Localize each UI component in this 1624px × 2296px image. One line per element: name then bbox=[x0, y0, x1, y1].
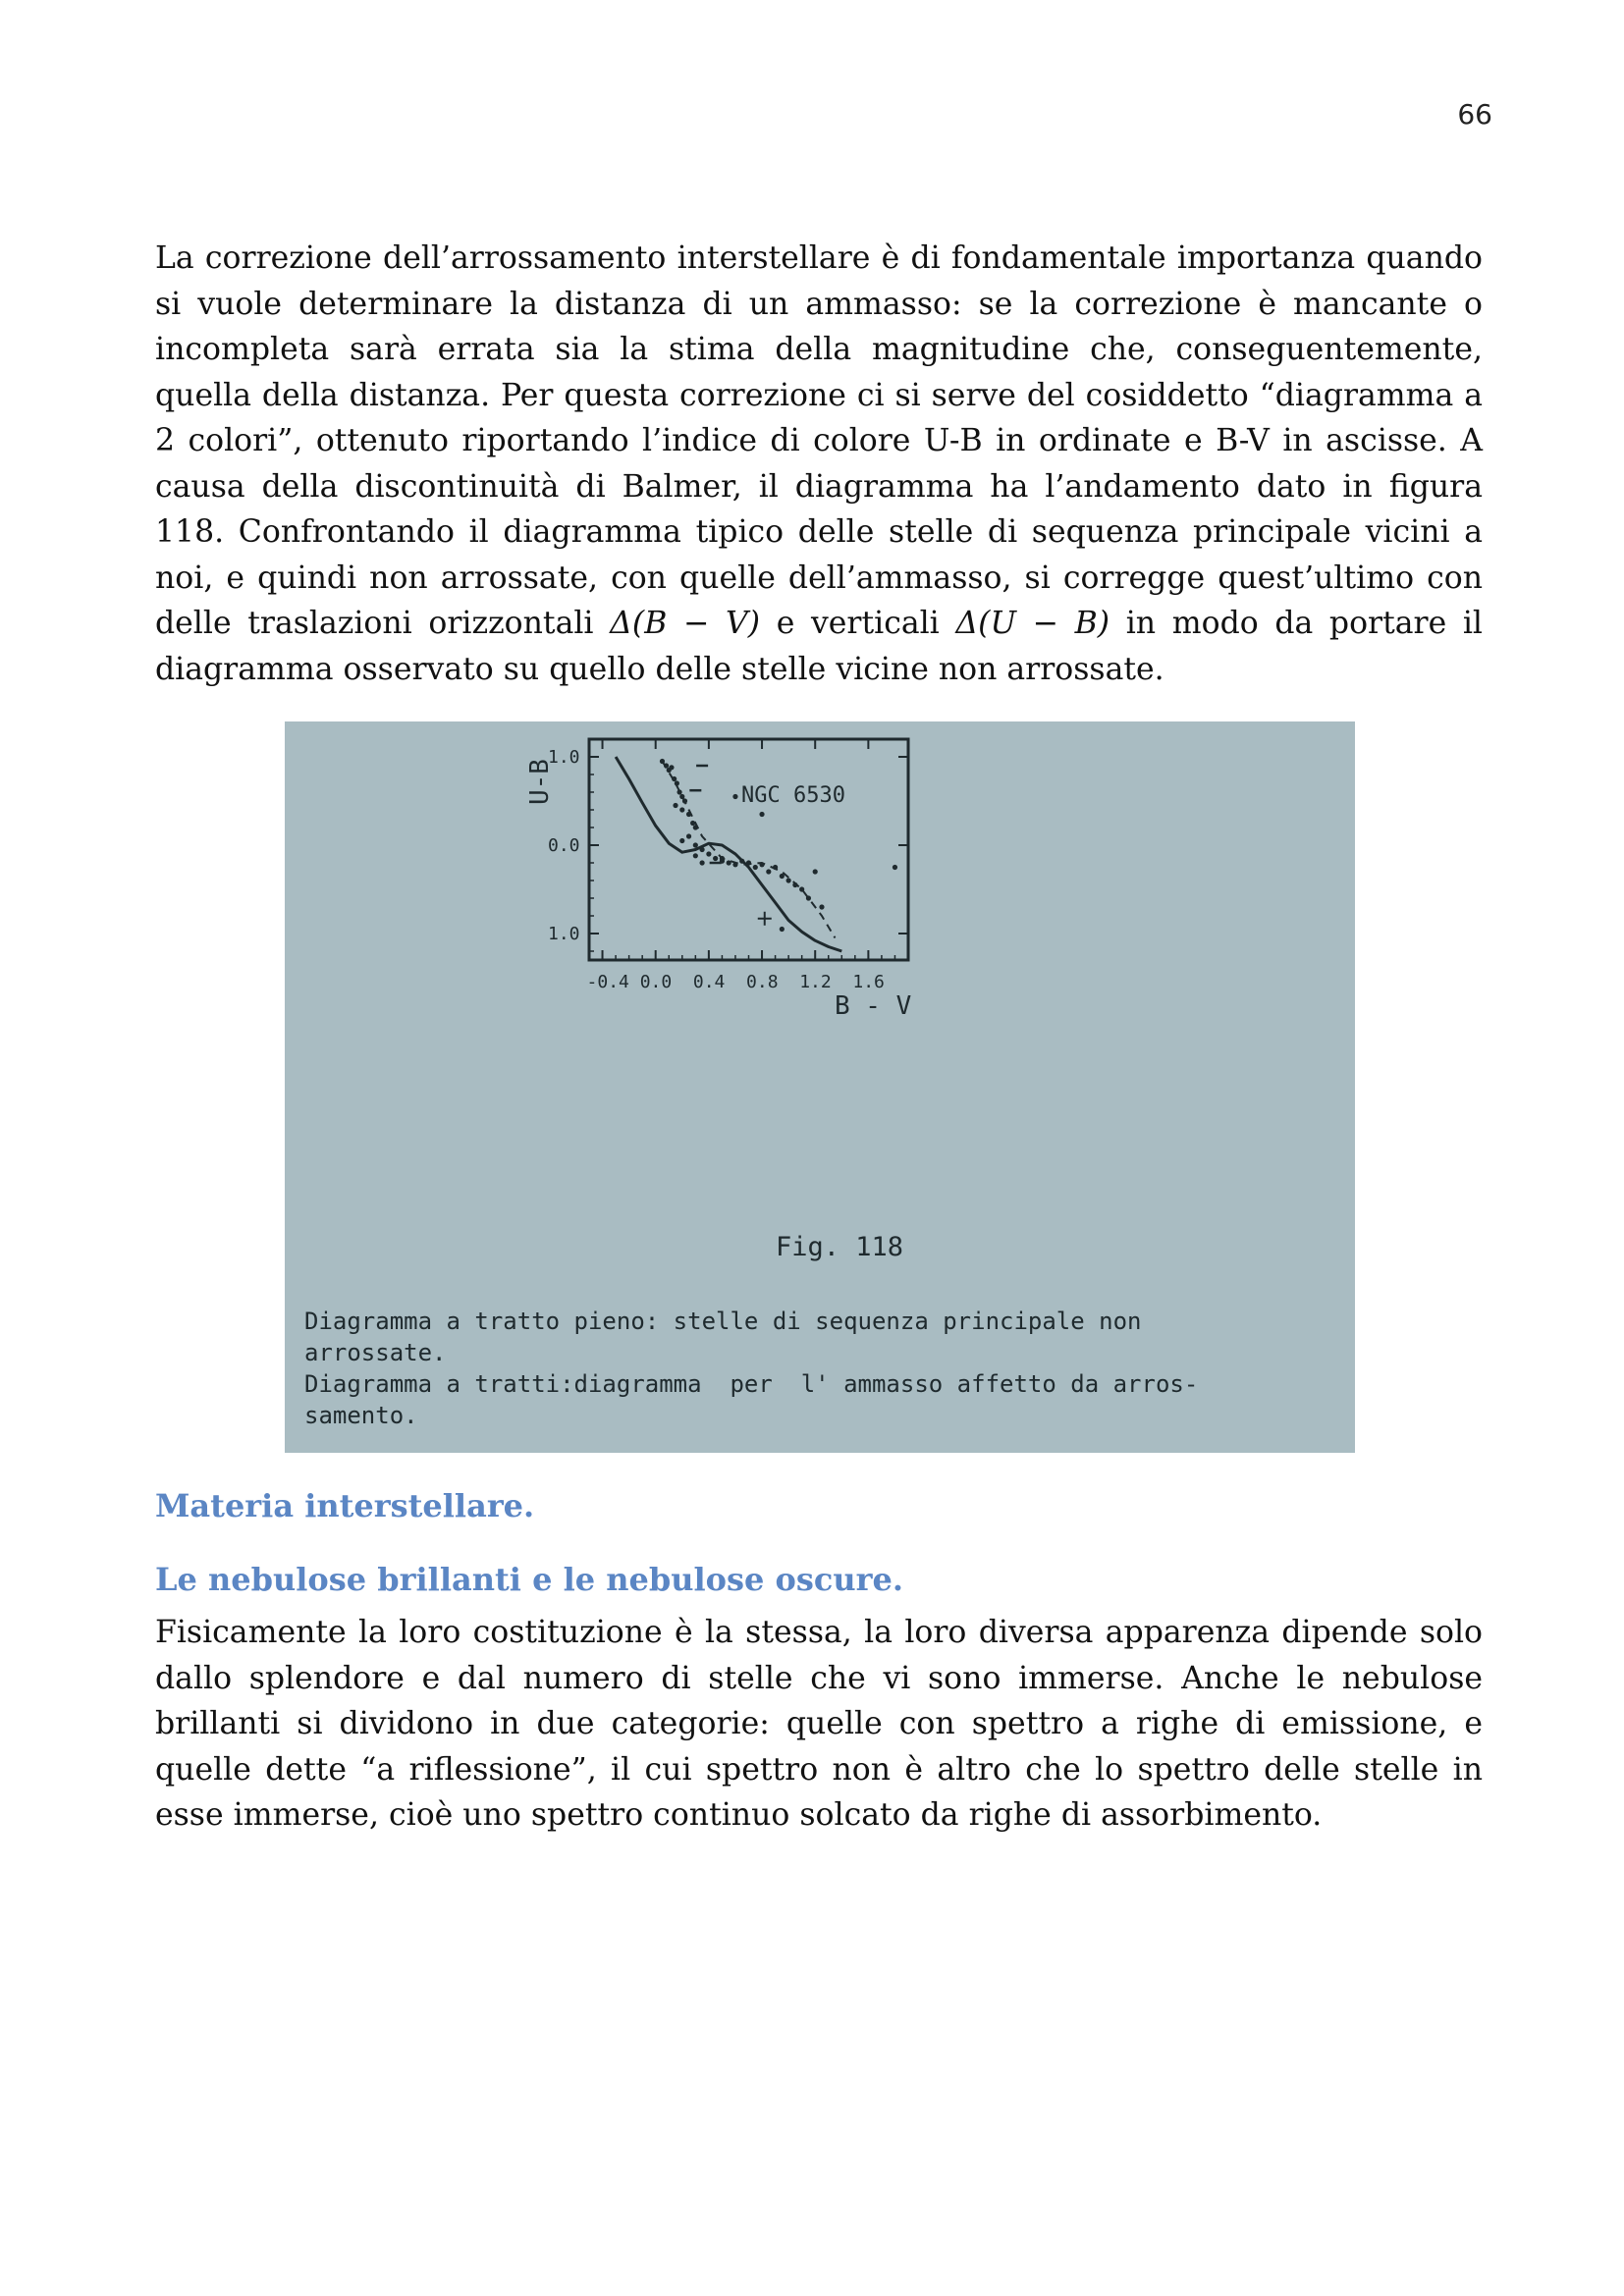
x-tick-label: 0.0 bbox=[639, 972, 673, 992]
paragraph1-part1: La correzione dell’arrossamento interstellare è di fondamentale importanza quando si vuole determinare la distanza di un ammasso: se la correzione è mancante o incompleta sarà errata sia la stima della magnitudine che, conseguentemente, quella della distanza. Per questa correzione ci si serve del cosiddetto “diagramma a 2 colori”, ottenuto riportando l’indice di colore U-B in ordinate e B-V in ascisse. A causa della discontinuità di Balmer, il diagramma ha l’andamento dato in figura 118. Confrontando il diagramma tipico delle stelle di sequenza principale vicini a noi, e quindi non arrossate, con quelle dell’ammasso, si corregge quest’ultimo con delle traslazioni orizzontali bbox=[155, 240, 1483, 641]
heading-materia-interstellare: Materia interstellare. bbox=[155, 1487, 535, 1524]
star-point bbox=[700, 847, 705, 852]
star-point bbox=[773, 865, 778, 870]
star-point bbox=[713, 856, 718, 861]
star-point bbox=[693, 825, 698, 829]
y-tick-label: 1.0 bbox=[548, 924, 580, 944]
star-point bbox=[664, 763, 669, 768]
star-point bbox=[780, 874, 785, 879]
cross-marker bbox=[758, 912, 772, 926]
star-point bbox=[732, 862, 737, 867]
star-point bbox=[819, 904, 824, 909]
star-point bbox=[799, 886, 804, 891]
star-point bbox=[813, 869, 818, 874]
x-tick-label: -0.4 bbox=[586, 972, 629, 992]
figure-118 bbox=[285, 721, 1355, 1453]
star-point bbox=[732, 794, 737, 799]
star-point bbox=[675, 780, 679, 785]
star-point bbox=[669, 765, 674, 770]
star-point bbox=[686, 833, 691, 838]
y-tick-label: 0.0 bbox=[548, 835, 580, 856]
plot-frame bbox=[589, 739, 908, 960]
cluster-label: NGC 6530 bbox=[741, 783, 845, 808]
star-point bbox=[720, 856, 725, 861]
star-point bbox=[706, 851, 711, 856]
legend-line: Diagramma a tratti:diagramma per l' ammasso affetto da arros- bbox=[304, 1370, 1199, 1398]
figure-caption: Fig. 118 bbox=[776, 1232, 904, 1262]
x-axis-ticks bbox=[587, 739, 895, 992]
star-point bbox=[766, 869, 771, 874]
paragraph1-part3: in modo da portare il diagramma osservato su quello delle stelle vicine non arrossate. bbox=[155, 606, 1484, 687]
star-point bbox=[677, 789, 681, 794]
star-point bbox=[806, 895, 811, 900]
x-axis-label: B - V bbox=[835, 991, 912, 1021]
paragraph1-part2: e verticali bbox=[776, 606, 940, 641]
x-tick-label: 1.2 bbox=[799, 972, 832, 992]
star-point bbox=[727, 860, 731, 865]
x-tick-label: 0.4 bbox=[692, 972, 726, 992]
x-tick-label: 1.6 bbox=[852, 972, 885, 992]
y-tick-label: 1.0 bbox=[548, 747, 580, 768]
figure-legend bbox=[304, 1306, 1345, 1431]
star-point bbox=[679, 838, 684, 843]
star-point bbox=[786, 878, 791, 882]
legend-line: Diagramma a tratto pieno: stelle di sequenza principale non bbox=[304, 1308, 1142, 1335]
star-point bbox=[693, 853, 698, 858]
star-point bbox=[780, 927, 785, 932]
star-point bbox=[660, 759, 665, 764]
paragraph-reddening-correction bbox=[155, 236, 1483, 692]
star-point bbox=[746, 860, 751, 865]
star-point bbox=[679, 807, 684, 812]
star-point bbox=[673, 803, 677, 808]
page-number: 66 bbox=[1457, 98, 1492, 131]
paragraph-nebulae: Fisicamente la loro costituzione è la stessa, la loro diversa apparenza dipende solo dallo splendore e dal numero di stelle che vi sono immerse. Anche le nebulose brillanti si dividono in due categorie: quelle con spettro a righe di emissione, e quelle dette “a riflessione”, il cui spettro non è altro che lo spettro delle stelle in esse immerse, cioè uno spettro continuo solcato da righe di assorbimento. bbox=[155, 1615, 1483, 1833]
star-point bbox=[700, 860, 705, 865]
math-delta-bv: Δ(B − V) bbox=[610, 606, 761, 641]
star-point bbox=[739, 859, 744, 864]
legend-line: samento. bbox=[304, 1402, 418, 1429]
star-point bbox=[690, 821, 695, 826]
star-point bbox=[753, 865, 758, 870]
star-point bbox=[759, 862, 764, 867]
star-point bbox=[672, 776, 677, 781]
star-point bbox=[682, 798, 687, 803]
math-delta-ub: Δ(U − B) bbox=[955, 606, 1110, 641]
x-tick-label: 0.8 bbox=[746, 972, 779, 992]
star-point bbox=[693, 842, 698, 847]
star-point bbox=[686, 812, 691, 817]
star-point bbox=[792, 882, 797, 887]
star-point bbox=[893, 865, 897, 870]
heading-nebulose: Le nebulose brillanti e le nebulose oscure. bbox=[155, 1561, 903, 1598]
star-point bbox=[759, 812, 764, 817]
star-point bbox=[679, 794, 684, 799]
legend-line: arrossate. bbox=[304, 1339, 447, 1366]
y-axis-label: U-B bbox=[525, 759, 555, 805]
